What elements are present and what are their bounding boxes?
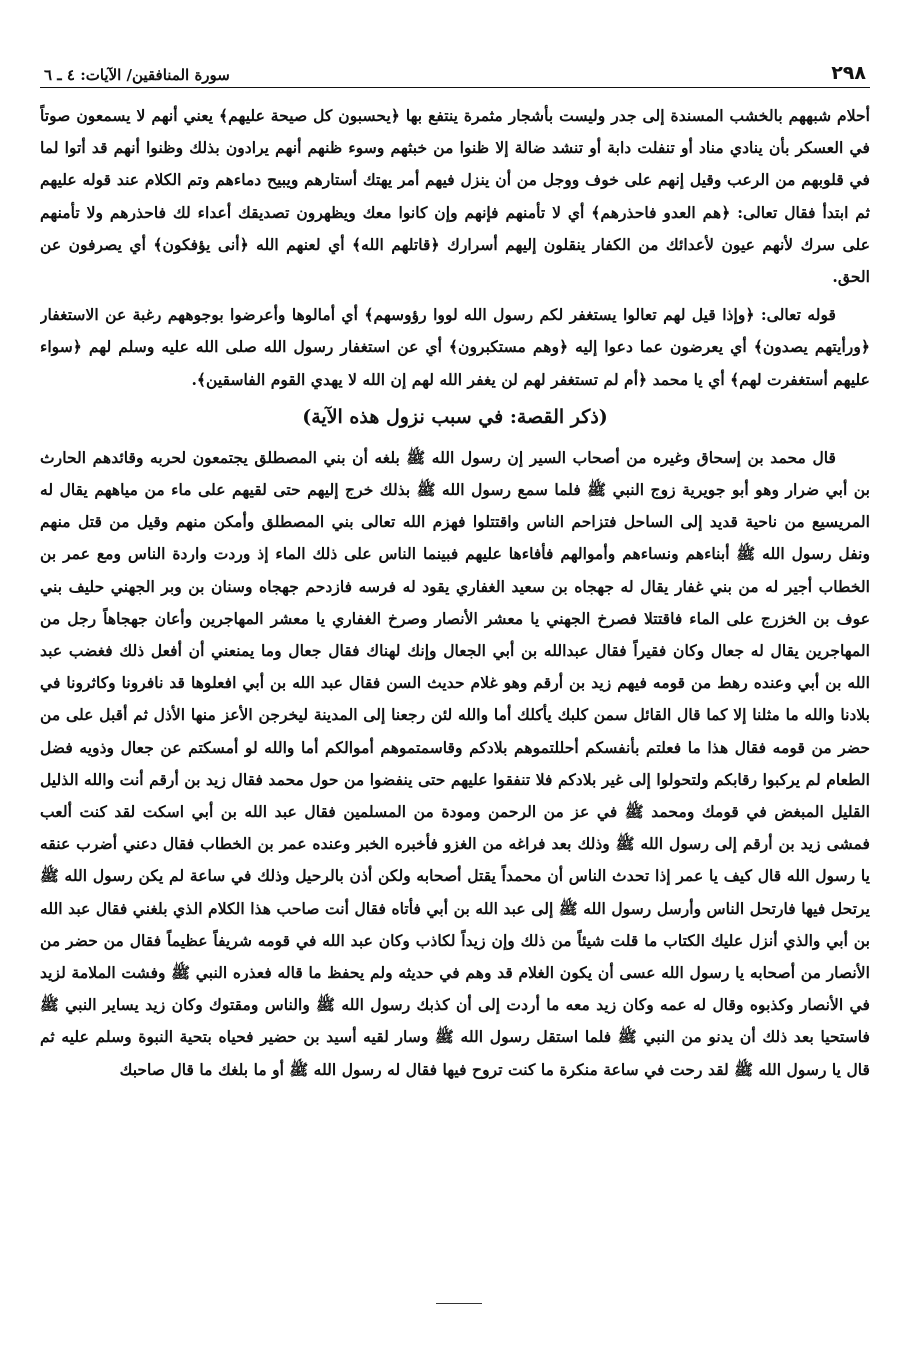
book-page xyxy=(40,58,870,1348)
story-paragraph: قال محمد بن إسحاق وغيره من أصحاب السير إن رسول الله ﷺ بلغه أن بني المصطلق يجتمعون لحربه وقائدهم الحارث بن أبي ضرار وهو أبو جويرية زوج النبي ﷺ فلما سمع رسول الله ﷺ بذلك خرج إليهم حتى لقيهم على ماء من مياههم يقال له المريسيع من ناحية قديد إلى الساحل فتزاحم الناس واقتتلوا فهزم الله تعالى بني المصطلق وأمكن منهم وقيل من قتل منهم ونفل رسول الله ﷺ أبناءهم ونساءهم وأموالهم فأفاءها عليهم فبينما الناس على ذلك الماء إذ وردت واردة الناس ومع عمر بن الخطاب أجير له من بني غفار يقال له جهجاه بن سعيد الغفاري يقود له فرسه فازدحم جهجاه وسنان بن وبر الجهني حليف بني عوف بن الخزرج على الماء فاقتتلا فصرخ الجهني يا معشر الأنصار وصرخ الغفاري يا معشر المهاجرين وأعان جهجاهاً رجل من المهاجرين يقال له جعال وكان فقيراً فقال عبدالله بن أبي الجعال وإنك لهناك فقال جعال وما يمنعني أن أفعل ذلك فغضب عبد الله بن أبي وعنده رهط من قومه فيهم زيد بن أرقم وهو غلام حديث السن فقال عبد الله بن أبي افعلوها قد نافرونا وكاثرونا في بلادنا والله ما مثلنا إلا كما قال القائل سمن كلبك يأكلك أما والله لئن رجعنا إلى المدينة ليخرجن الأعز منها الأذل ثم أقبل على من حضر من قومه فقال هذا ما فعلتم بأنفسكم أحللتموهم بلادكم وقاسمتموهم أموالكم أما والله لو أمسكتم عن جعال وذويه فضل الطعام لم يركبوا رقابكم ولتحولوا إلى غير بلادكم فلا تنفقوا عليهم حتى ينفضوا من حول محمد فقال زيد بن أرقم أنت والله الذليل القليل المبغض في قومك ومحمد ﷺ في عز من الرحمن ومودة من المسلمين فقال عبد الله بن أبي اسكت لقد كنت ألعب فمشى زيد بن أرقم إلى رسول الله ﷺ وذلك بعد فراغه من الغزو فأخبره الخبر وعنده عمر بن الخطاب فقال دعني أضرب عنقه يا رسول الله قال كيف يا عمر إذا تحدث الناس أن محمداً يقتل أصحابه ولكن أذن بالرحيل وذلك في ساعة لم يكن رسول الله ﷺ يرتحل فيها فارتحل الناس وأرسل رسول الله ﷺ إلى عبد الله بن أبي فأتاه فقال أنت صاحب هذا الكلام الذي بلغني فقال عبد الله بن أبي والذي أنزل عليك الكتاب ما قلت شيئاً من ذلك وإن زيداً لكاذب وكان عبد الله في قومه شريفاً عظيماً فقال من حضر من الأنصار من أصحابه يا رسول الله عسى أن يكون الغلام قد وهم في حديثه ولم يحفظ ما قاله فعذره النبي ﷺ وفشت الملامة لزيد في الأنصار وكذبوه وقال له عمه وكان زيد معه ما أردت إلى أن كذبك رسول الله ﷺ والناس ومقتوك وكان زيد يساير النبي ﷺ فاستحيا بعد ذلك أن يدنو من النبي ﷺ فلما استقل رسول الله ﷺ وسار لقيه أسيد بن حضير فحياه بتحية النبوة وسلم عليه ثم قال يا رسول الله ﷺ لقد رحت في ساعة منكرة ما كنت تروح فيها فقال له رسول الله ﷺ أو ما بلغك ما قال صاحبك xyxy=(40,447,870,1079)
commentary-paragraph-1: أحلام شبههم بالخشب المسندة إلى جدر وليست بأشجار مثمرة ينتفع بها ﴿يحسبون كل صيحة عليهم﴾ يعني أنهم لا يسمعون صوتاً في العسكر بأن ينادي مناد أو تنفلت دابة أو تنشد ضالة إلا ظنوا من خبثهم وسوء ظنهم أنهم يرادون بذلك وظنوا أنهم قد أتوا لما في قلوبهم من الرعب وقيل إنهم على خوف ووجل من أن ينزل فيهم أمر يهتك أستارهم ويبيح دماءهم وتم الكلام عند قوله عليهم ثم ابتدأ فقال تعالى: ﴿هم العدو فاحذرهم﴾ أي لا تأمنهم فإنهم وإن كانوا معك ويظهرون تصديقك أعداء لك فاحذرهم ولا تأمنهم على سرك لأنهم عيون لأعدائك من الكفار ينقلون إليهم أسرارك ﴿قاتلهم الله﴾ أي لعنهم الله ﴿أنى يؤفكون﴾ أي يصرفون عن الحق. xyxy=(40,106,870,287)
footer-rule xyxy=(436,1303,482,1304)
section-heading: (ذكر القصة: في سبب نزول هذه الآية) xyxy=(302,405,608,428)
running-header xyxy=(40,58,870,88)
page-number: ٢٩٨ xyxy=(831,62,866,84)
commentary-paragraph-2: قوله تعالى: ﴿وإذا قيل لهم تعالوا يستغفر لكم رسول الله لووا رؤوسهم﴾ أي أمالوها وأعرضوا بوجوههم رغبة عن الاستغفار ﴿ورأيتهم يصدون﴾ أي يعرضون عما دعوا إليه ﴿وهم مستكبرون﴾ أي عن استغفار رسول الله صلى الله عليه وسلم لهم ﴿سواء عليهم أستغفرت لهم﴾ أي يا محمد ﴿أم لم تستغفر لهم لن يغفر الله لهم إن الله لا يهدي القوم الفاسقين﴾. xyxy=(40,305,870,389)
chapter-title: سورة المنافقين/ الآيات: ٤ ـ ٦ xyxy=(44,66,230,84)
body-text xyxy=(40,100,870,1086)
